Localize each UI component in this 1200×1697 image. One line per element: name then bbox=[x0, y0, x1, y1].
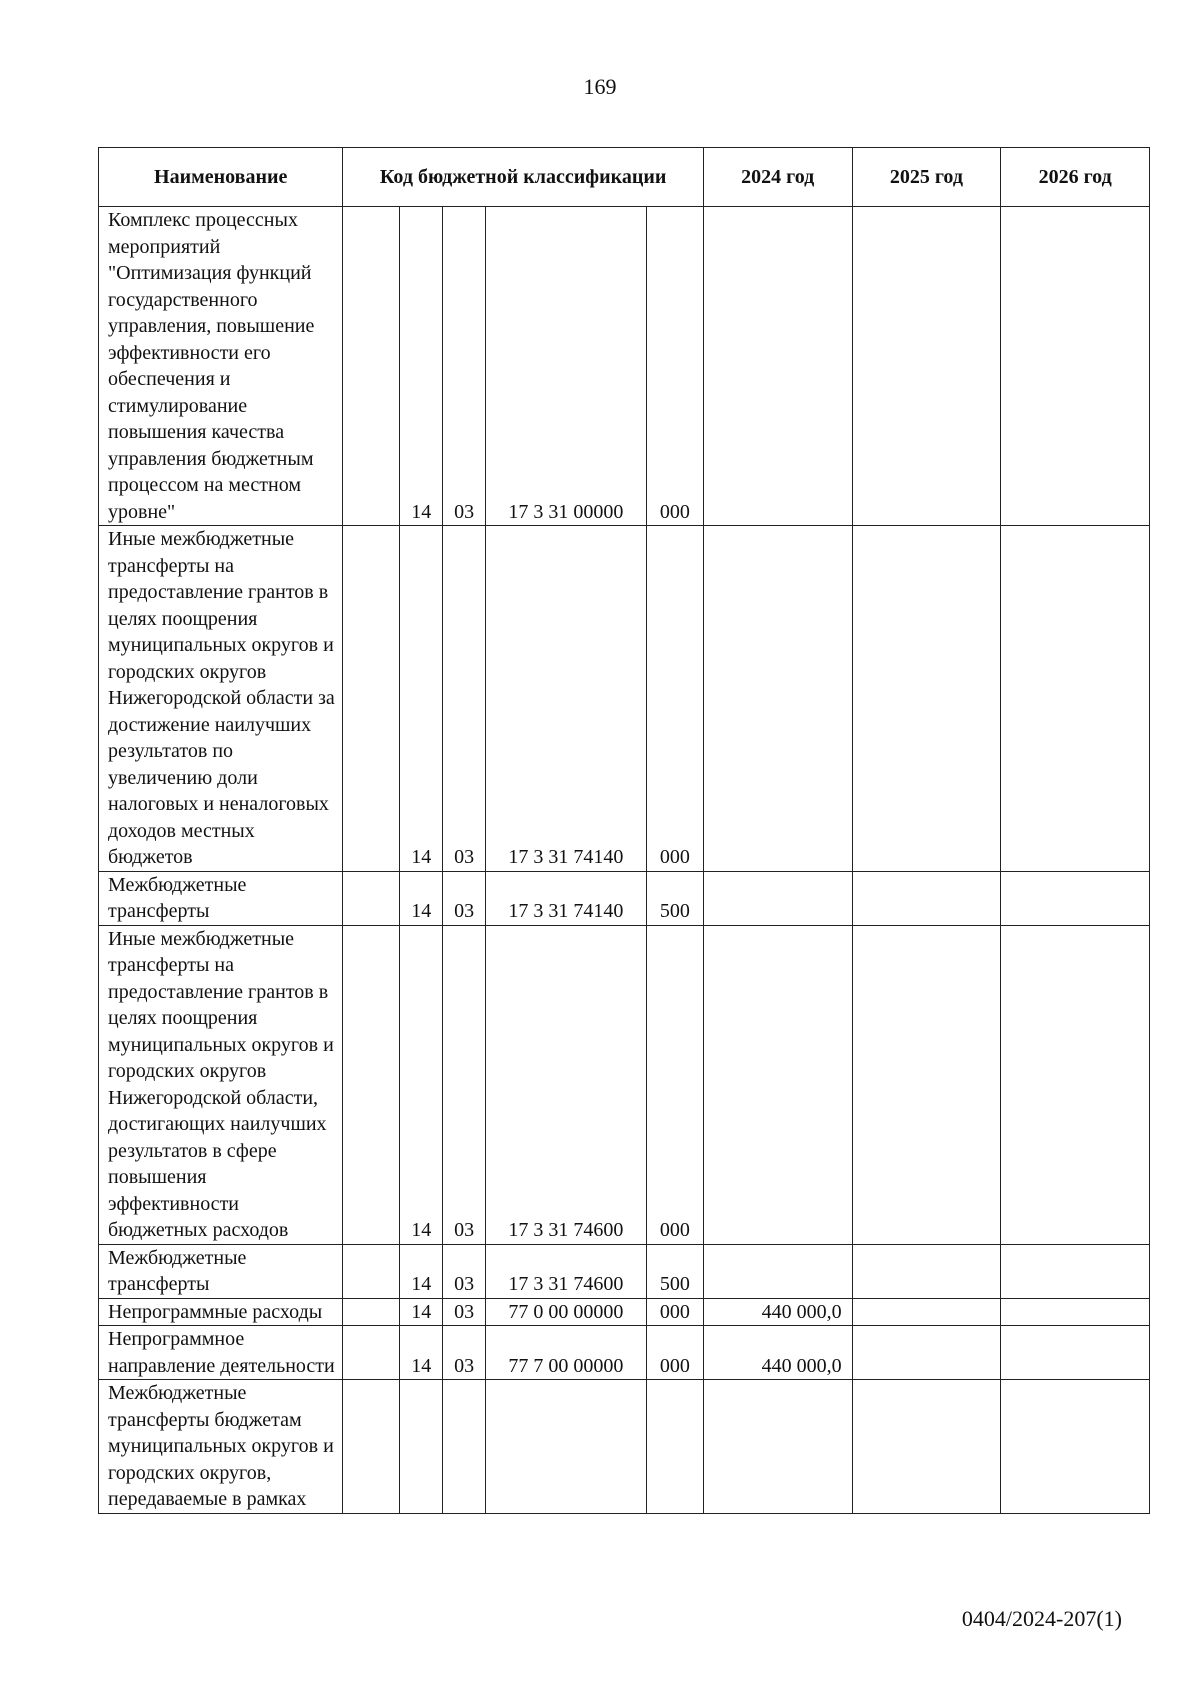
code-target: 17 3 31 74140 bbox=[485, 526, 646, 872]
amount-2024: 440 000,0 bbox=[703, 1298, 852, 1326]
amount-2026 bbox=[1001, 207, 1150, 526]
row-name: Межбюджетные трансферты бюджетам муниципальных округов и городских округов, передаваемые в рамках bbox=[99, 1380, 343, 1514]
header-row bbox=[99, 148, 1150, 207]
code-section bbox=[400, 1380, 443, 1514]
amount-2024 bbox=[703, 925, 852, 1244]
code-target: 17 3 31 74600 bbox=[485, 1244, 646, 1298]
amount-2024 bbox=[703, 526, 852, 872]
document-code: 0404/2024-207(1) bbox=[961, 1606, 1122, 1631]
code-expense bbox=[646, 1380, 703, 1514]
header-2025: 2025 год bbox=[852, 148, 1001, 207]
amount-2026 bbox=[1001, 1298, 1150, 1326]
code-ministry bbox=[343, 1298, 400, 1326]
code-target bbox=[485, 1380, 646, 1514]
table-header bbox=[99, 148, 1150, 207]
amount-2024: 440 000,0 bbox=[703, 1326, 852, 1380]
row-name: Межбюджетные трансферты bbox=[99, 871, 343, 925]
amount-2026 bbox=[1001, 1326, 1150, 1380]
table-row bbox=[99, 925, 1150, 1244]
code-ministry bbox=[343, 871, 400, 925]
code-expense: 000 bbox=[646, 1298, 703, 1326]
amount-2025 bbox=[852, 1326, 1001, 1380]
code-subsection: 03 bbox=[443, 526, 486, 872]
code-expense: 000 bbox=[646, 207, 703, 526]
code-target: 17 3 31 74140 bbox=[485, 871, 646, 925]
code-ministry bbox=[343, 207, 400, 526]
code-subsection: 03 bbox=[443, 871, 486, 925]
code-section: 14 bbox=[400, 207, 443, 526]
code-subsection: 03 bbox=[443, 925, 486, 1244]
row-name: Межбюджетные трансферты bbox=[99, 1244, 343, 1298]
header-name: Наименование bbox=[99, 148, 343, 207]
code-section: 14 bbox=[400, 526, 443, 872]
code-ministry bbox=[343, 526, 400, 872]
amount-2026 bbox=[1001, 1380, 1150, 1514]
code-subsection: 03 bbox=[443, 1326, 486, 1380]
code-ministry bbox=[343, 1326, 400, 1380]
code-target: 77 0 00 00000 bbox=[485, 1298, 646, 1326]
table-row bbox=[99, 1326, 1150, 1380]
code-expense: 500 bbox=[646, 1244, 703, 1298]
amount-2025 bbox=[852, 526, 1001, 872]
code-section: 14 bbox=[400, 871, 443, 925]
amount-2025 bbox=[852, 207, 1001, 526]
amount-2026 bbox=[1001, 925, 1150, 1244]
code-target: 17 3 31 00000 bbox=[485, 207, 646, 526]
table-body bbox=[99, 207, 1150, 1514]
row-name: Комплекс процессных мероприятий "Оптимизация функций государственного управления, повышение эффективности его обеспечения и стимулирование повышения качества управления бюджетным процессом на местном уровне" bbox=[99, 207, 343, 526]
code-section: 14 bbox=[400, 1298, 443, 1326]
table-row bbox=[99, 871, 1150, 925]
page-number: 169 bbox=[583, 74, 617, 99]
code-ministry bbox=[343, 1380, 400, 1514]
row-name: Непрограммные расходы bbox=[99, 1298, 343, 1326]
amount-2026 bbox=[1001, 871, 1150, 925]
amount-2024 bbox=[703, 871, 852, 925]
header-2024: 2024 год bbox=[703, 148, 852, 207]
code-section: 14 bbox=[400, 925, 443, 1244]
code-ministry bbox=[343, 1244, 400, 1298]
code-expense: 000 bbox=[646, 526, 703, 872]
code-section: 14 bbox=[400, 1326, 443, 1380]
row-name: Иные межбюджетные трансферты на предоставление грантов в целях поощрения муниципальных округов и городских округов Нижегородской области за достижение наилучших результатов по увеличению доли налоговых и неналоговых доходов местных бюджетов bbox=[99, 526, 343, 872]
header-2026: 2026 год bbox=[1001, 148, 1150, 207]
table-row bbox=[99, 1380, 1150, 1514]
amount-2024 bbox=[703, 1380, 852, 1514]
table-row bbox=[99, 1298, 1150, 1326]
amount-2024 bbox=[703, 207, 852, 526]
code-expense: 500 bbox=[646, 871, 703, 925]
amount-2025 bbox=[852, 1298, 1001, 1326]
amount-2025 bbox=[852, 1380, 1001, 1514]
code-target: 77 7 00 00000 bbox=[485, 1326, 646, 1380]
amount-2025 bbox=[852, 871, 1001, 925]
table-row bbox=[99, 207, 1150, 526]
code-subsection: 03 bbox=[443, 207, 486, 526]
code-section: 14 bbox=[400, 1244, 443, 1298]
table-row bbox=[99, 1244, 1150, 1298]
row-name: Непрограммное направление деятельности bbox=[99, 1326, 343, 1380]
code-subsection: 03 bbox=[443, 1298, 486, 1326]
row-name: Иные межбюджетные трансферты на предоставление грантов в целях поощрения муниципальных округов и городских округов Нижегородской области, достигающих наилучших результатов в сфере повышения эффективности бюджетных расходов bbox=[99, 925, 343, 1244]
amount-2025 bbox=[852, 1244, 1001, 1298]
code-subsection bbox=[443, 1380, 486, 1514]
amount-2026 bbox=[1001, 526, 1150, 872]
code-subsection: 03 bbox=[443, 1244, 486, 1298]
budget-table bbox=[98, 147, 1150, 1514]
header-code: Код бюджетной классификации bbox=[343, 148, 704, 207]
code-ministry bbox=[343, 925, 400, 1244]
code-expense: 000 bbox=[646, 1326, 703, 1380]
amount-2024 bbox=[703, 1244, 852, 1298]
amount-2025 bbox=[852, 925, 1001, 1244]
table-row bbox=[99, 526, 1150, 872]
code-target: 17 3 31 74600 bbox=[485, 925, 646, 1244]
code-expense: 000 bbox=[646, 925, 703, 1244]
amount-2026 bbox=[1001, 1244, 1150, 1298]
